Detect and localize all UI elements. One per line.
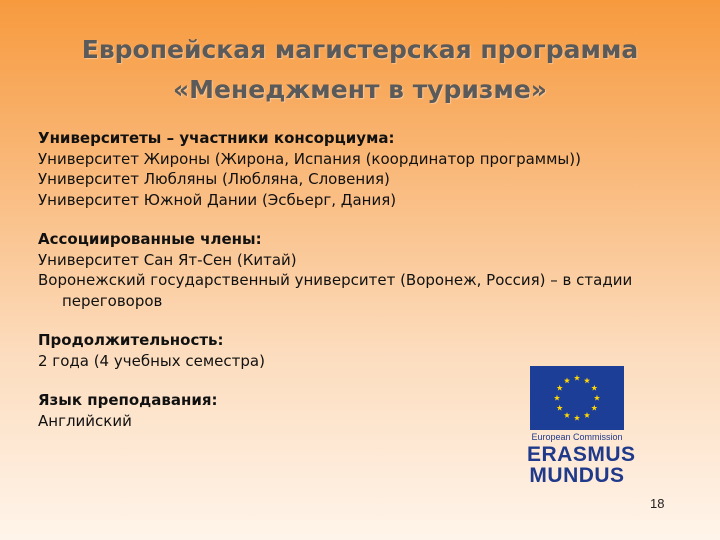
eu-star-icon (564, 412, 570, 418)
duration-heading: Продолжительность: (38, 331, 224, 349)
consortium-heading: Университеты – участники консорциума: (38, 129, 395, 147)
eu-star-icon (554, 395, 560, 401)
eu-star-icon (584, 412, 590, 418)
eu-star-icon (574, 415, 580, 421)
eu-star-icon (594, 395, 600, 401)
associated-heading: Ассоциированные члены: (38, 230, 262, 248)
consortium-item-southern-denmark: Университет Южной Дании (Эсбьерг, Дания) (38, 190, 397, 209)
duration-section (38, 330, 688, 371)
consortium-item-ljubljana: Университет Любляны (Любляна, Словения) (38, 170, 390, 188)
slide-title (40, 30, 680, 110)
eu-flag-icon (530, 366, 624, 430)
title-line-2: «Менеджмент в туризме» (173, 75, 547, 104)
erasmus-mundus-logo (527, 366, 636, 490)
eu-star-icon (564, 377, 570, 383)
logo-mundus-text: MUNDUS (529, 464, 625, 487)
associated-item-voronezh: Воронежский государственный университет (Воронеж, Россия) – в стадии переговоров (38, 271, 633, 310)
eu-flag-graphic (530, 366, 624, 430)
logo-commission-text: European Commission (531, 432, 623, 442)
language-heading: Язык преподавания: (38, 391, 218, 409)
associated-section (38, 229, 688, 311)
eu-star-icon (574, 375, 580, 381)
title-line-1: Европейская магистерская программа (81, 35, 639, 64)
logo-erasmus-text: ERASMUS (527, 443, 636, 466)
consortium-item-girona: Университет Жироны (Жирона, Испания (координатор программы)) (38, 149, 581, 168)
eu-star-icon (557, 385, 563, 391)
consortium-section (38, 128, 688, 210)
language-value: Английский (38, 411, 132, 430)
eu-star-icon (557, 405, 563, 411)
eu-star-icon (591, 405, 597, 411)
page-number: 18 (650, 496, 665, 511)
eu-star-icon (584, 377, 590, 383)
associated-item-sun-yat-sen: Университет Сан Ят-Сен (Китай) (38, 250, 297, 269)
duration-value: 2 года (4 учебных семестра) (38, 351, 265, 370)
eu-star-icon (591, 385, 597, 391)
